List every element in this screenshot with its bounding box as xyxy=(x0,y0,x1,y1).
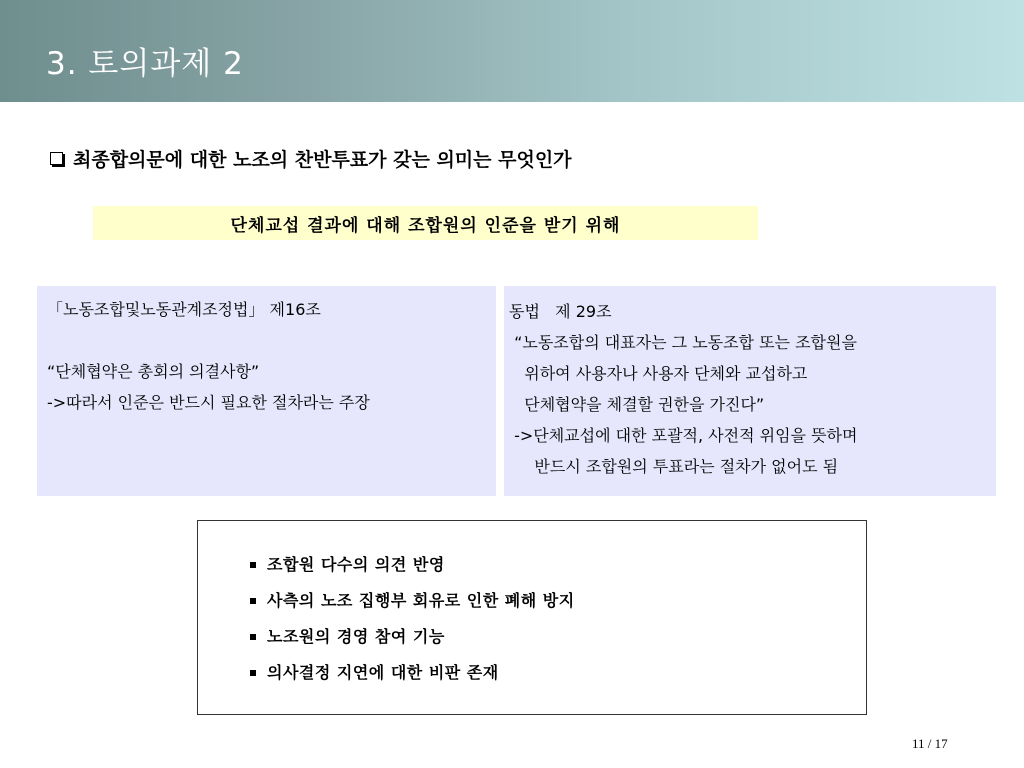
right-box-line: 동법 제 29조 xyxy=(509,302,612,321)
filled-square-bullet-icon xyxy=(250,562,256,568)
left-box-spacer xyxy=(47,325,496,356)
filled-square-bullet-icon xyxy=(250,634,256,640)
title-bar xyxy=(0,0,1024,102)
question-text: 최종합의문에 대한 노조의 찬반투표가 갖는 의미는 무엇인가 xyxy=(73,149,572,171)
hollow-square-bullet-icon xyxy=(50,152,63,165)
left-box-line: “단체협약은 총회의 의결사항” xyxy=(47,362,260,381)
right-box-line: 단체협약을 체결할 권한을 가진다” xyxy=(509,395,765,414)
right-argument-box xyxy=(504,286,996,496)
list-item xyxy=(250,619,866,655)
filled-square-bullet-icon xyxy=(250,670,256,676)
implications-box xyxy=(197,520,867,715)
implications-list xyxy=(198,521,866,691)
discussion-question xyxy=(50,145,572,172)
list-item-text: 의사결정 지연에 대한 비판 존재 xyxy=(267,663,499,682)
page-number: 11 / 17 xyxy=(912,736,948,751)
right-box-line: 위하여 사용자나 사용자 단체와 교섭하고 xyxy=(509,364,808,383)
list-item xyxy=(250,655,866,691)
right-box-line: “노동조합의 대표자는 그 노동조합 또는 조합원을 xyxy=(509,333,857,352)
right-box-line: 반드시 조합원의 투표라는 절차가 없어도 됨 xyxy=(509,457,839,476)
right-box-line: ->단체교섭에 대한 포괄적, 사전적 위임을 뜻하며 xyxy=(509,426,858,445)
left-box-line: ->따라서 인준은 반드시 필요한 절차라는 주장 xyxy=(47,393,370,412)
list-item-text: 조합원 다수의 의견 반영 xyxy=(267,555,445,574)
left-box-line: 「노동조합및노동관계조정법」 제16조 xyxy=(47,300,321,319)
slide-title: 3. 토의과제 2 xyxy=(46,46,244,82)
answer-highlight xyxy=(93,206,758,240)
list-item-text: 사측의 노조 집행부 회유로 인한 폐해 방지 xyxy=(267,591,575,610)
filled-square-bullet-icon xyxy=(250,598,256,604)
list-item xyxy=(250,583,866,619)
list-item-text: 노조원의 경영 참여 기능 xyxy=(267,627,445,646)
list-item xyxy=(250,547,866,583)
answer-text: 단체교섭 결과에 대해 조합원의 인준을 받기 위해 xyxy=(230,215,621,236)
left-argument-box xyxy=(37,286,496,496)
